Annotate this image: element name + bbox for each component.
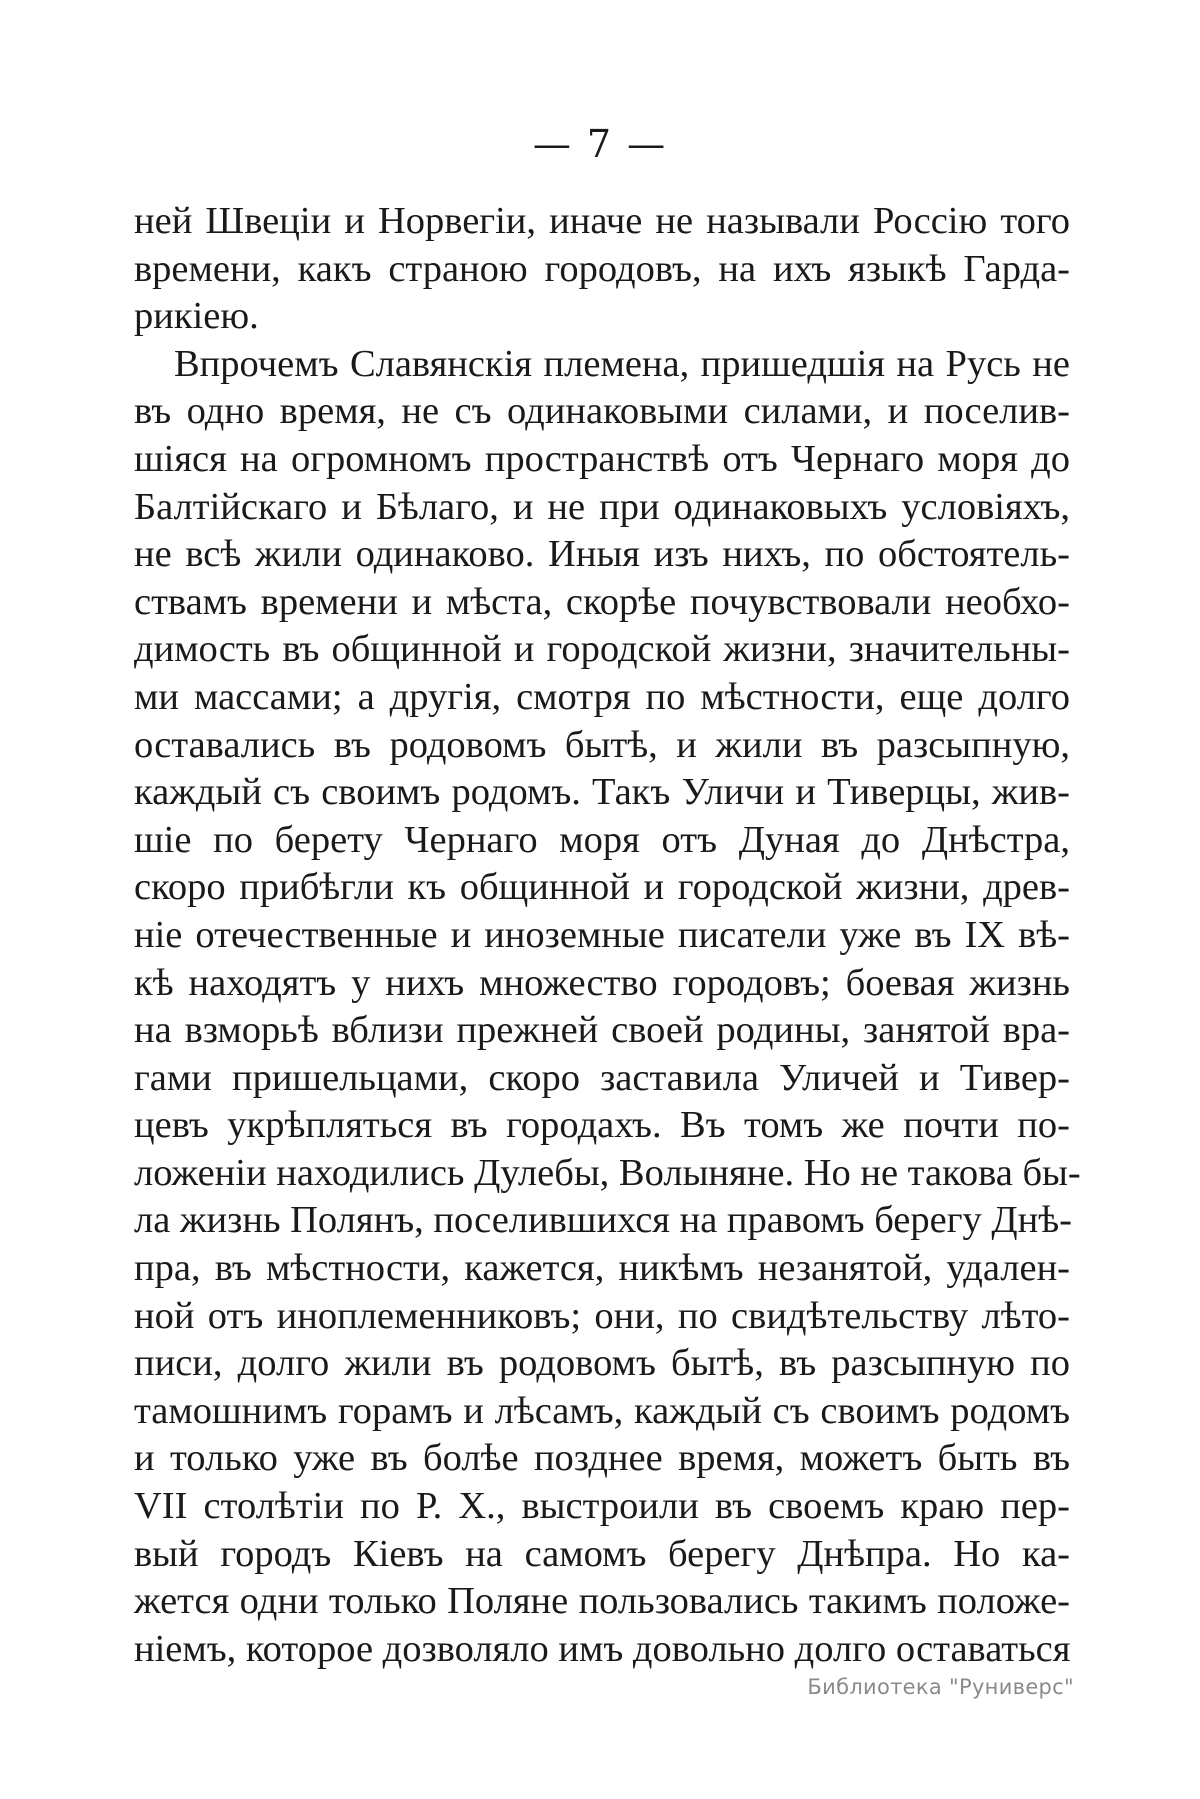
text-line: вый городъ Кіевъ на самомъ берегу Днѣпра. Но ка- bbox=[134, 1532, 1070, 1575]
text-line: VII столѣтіи по Р. Х., выстроили въ своемъ краю пер- bbox=[134, 1485, 1070, 1528]
text-line: ствамъ времени и мѣста, скорѣе почувствовали необхо- bbox=[134, 580, 1070, 623]
text-line: Впрочемъ Славянскія племена, пришедшія на Русь не bbox=[174, 342, 1070, 385]
text-line: Балтійскаго и Бѣлаго, и не при одинаковыхъ условіяхъ, bbox=[134, 485, 1070, 528]
text-line: ней Швеціи и Норвегіи, иначе не называли Россію того bbox=[134, 200, 1070, 242]
text-line: ніе отечественные и иноземные писатели уже въ IX вѣ- bbox=[134, 913, 1070, 956]
body-text bbox=[134, 198, 1081, 1673]
text-line: на взморьѣ вблизи прежней своей родины, занятой вра- bbox=[134, 1009, 1070, 1052]
text-line: шіяся на огромномъ пространствѣ отъ Чернаго моря до bbox=[134, 437, 1070, 480]
text-line: шіе по берету Чернаго моря отъ Дуная до Днѣстра, bbox=[134, 818, 1070, 861]
text-line: скоро прибѣгли къ общинной и городской жизни, древ- bbox=[134, 866, 1070, 909]
text-line: ніемъ, которое дозволяло имъ довольно долго оставаться bbox=[134, 1627, 1071, 1670]
library-watermark: Библиотека "Руниверс" bbox=[807, 1675, 1074, 1699]
text-line: гами пришельцами, скоро заставила Уличей и Тивер- bbox=[134, 1056, 1070, 1099]
text-line: кѣ находятъ у нихъ множество городовъ; боевая жизнь bbox=[134, 961, 1070, 1004]
text-line: въ одно время, не съ одинаковыми силами, и поселив- bbox=[134, 390, 1070, 433]
text-line: димость въ общинной и городской жизни, значительны- bbox=[134, 628, 1070, 671]
text-line: ной отъ иноплеменниковъ; они, по свидѣтельству лѣто- bbox=[134, 1294, 1070, 1337]
text-line: тамошнимъ горамъ и лѣсамъ, каждый съ своимъ родомъ bbox=[134, 1389, 1070, 1432]
text-line: пра, въ мѣстности, кажется, никѣмъ незанятой, удален- bbox=[134, 1247, 1070, 1290]
text-line: времени, какъ страною городовъ, на ихъ языкѣ Гарда- bbox=[134, 247, 1070, 290]
text-line: не всѣ жили одинаково. Иныя изъ нихъ, по обстоятель- bbox=[134, 533, 1070, 576]
text-line: писи, долго жили въ родовомъ бытѣ, въ разсыпную по bbox=[134, 1342, 1070, 1385]
text-line: ла жизнь Полянъ, поселившихся на правомъ берегу Днѣ- bbox=[134, 1199, 1072, 1242]
text-line: цевъ укрѣпляться въ городахъ. Въ томъ же почти по- bbox=[134, 1104, 1070, 1147]
page-number: — 7 — bbox=[532, 122, 668, 166]
text-line: оставались въ родовомъ бытѣ, и жили въ разсыпную, bbox=[134, 723, 1070, 766]
text-line: каждый съ своимъ родомъ. Такъ Уличи и Тиверцы, жив- bbox=[134, 771, 1070, 814]
text-line: жется одни только Поляне пользовались такимъ положе- bbox=[134, 1580, 1070, 1623]
text-line: ми массами; а другія, смотря по мѣстности, еще долго bbox=[134, 675, 1070, 718]
text-line: рикіею. bbox=[134, 295, 259, 338]
text-line: ложеніи находились Дулебы, Волыняне. Но не такова бы- bbox=[134, 1151, 1081, 1194]
text-line: и только уже въ болѣе позднее время, можетъ быть въ bbox=[134, 1437, 1070, 1480]
